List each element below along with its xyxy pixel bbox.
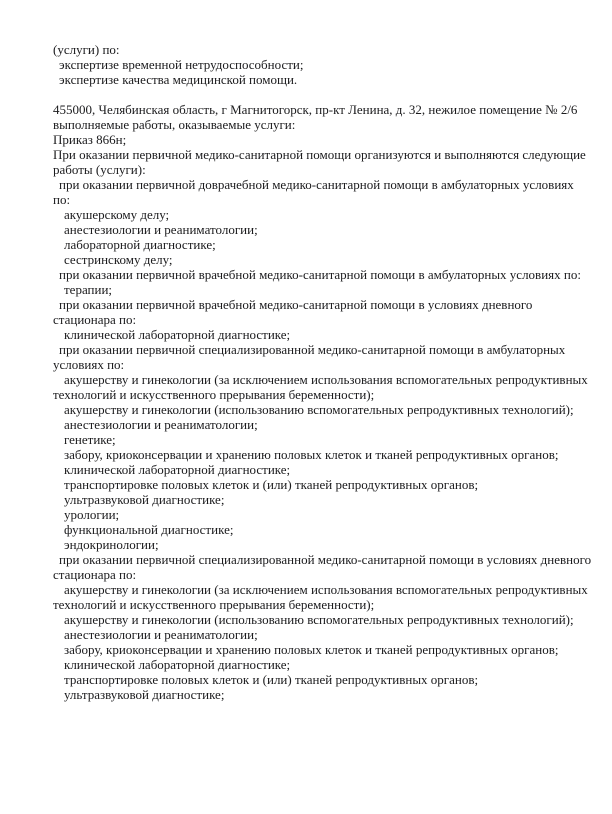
document-line: по: bbox=[53, 192, 71, 207]
document-line: выполняемые работы, оказываемые услуги: bbox=[53, 117, 296, 132]
document-line: технологий и искусственного прерывания беременности); bbox=[53, 387, 375, 402]
document-line: забору, криоконсервации и хранению половых клеток и тканей репродуктивных органов; bbox=[64, 642, 559, 657]
document-line: акушерству и гинекологии (за исключением использования вспомогательных репродуктивных bbox=[64, 372, 588, 387]
document-line: лабораторной диагностике; bbox=[64, 237, 216, 252]
document-line: при оказании первичной специализированной медико-санитарной помощи в условиях дневного bbox=[59, 552, 592, 567]
document-line: стационара по: bbox=[53, 312, 137, 327]
document-line: акушерскому делу; bbox=[64, 207, 170, 222]
document-line: при оказании первичной специализированной медико-санитарной помощи в амбулаторных bbox=[59, 342, 566, 357]
document-line: сестринскому делу; bbox=[64, 252, 173, 267]
document-line: терапии; bbox=[64, 282, 113, 297]
document-line: работы (услуги): bbox=[53, 162, 146, 177]
document-line: урологии; bbox=[64, 507, 120, 522]
document-line: технологий и искусственного прерывания беременности); bbox=[53, 597, 375, 612]
document-line: При оказании первичной медико-санитарной помощи организуются и выполняются следующие bbox=[53, 147, 586, 162]
document-line: экспертизе качества медицинской помощи. bbox=[59, 72, 298, 87]
document-line: анестезиологии и реаниматологии; bbox=[64, 222, 258, 237]
document-line: анестезиологии и реаниматологии; bbox=[64, 627, 258, 642]
document-line: акушерству и гинекологии (использованию вспомогательных репродуктивных технологий); bbox=[64, 612, 574, 627]
document-line: функциональной диагностике; bbox=[64, 522, 234, 537]
document-line: забору, криоконсервации и хранению половых клеток и тканей репродуктивных органов; bbox=[64, 447, 559, 462]
document-line: при оказании первичной врачебной медико-санитарной помощи в амбулаторных условиях по: bbox=[59, 267, 581, 282]
document-line: экспертизе временной нетрудоспособности; bbox=[59, 57, 304, 72]
document-line: акушерству и гинекологии (за исключением использования вспомогательных репродуктивных bbox=[64, 582, 588, 597]
document-line: 455000, Челябинская область, г Магнитогорск, пр-кт Ленина, д. 32, нежилое помещение № 2/6 bbox=[53, 102, 578, 117]
document-line: клинической лабораторной диагностике; bbox=[64, 462, 291, 477]
blank-line bbox=[53, 87, 592, 102]
document-line: ультразвуковой диагностике; bbox=[64, 492, 225, 507]
document-line: транспортировке половых клеток и (или) тканей репродуктивных органов; bbox=[64, 672, 479, 687]
document-line: (услуги) по: bbox=[53, 42, 120, 57]
document-line: ультразвуковой диагностике; bbox=[64, 687, 225, 702]
document-line: при оказании первичной доврачебной медико-санитарной помощи в амбулаторных условиях bbox=[59, 177, 574, 192]
document-line: генетике; bbox=[64, 432, 116, 447]
document-line: акушерству и гинекологии (использованию вспомогательных репродуктивных технологий); bbox=[64, 402, 574, 417]
document-line: анестезиологии и реаниматологии; bbox=[64, 417, 258, 432]
document-line: при оказании первичной врачебной медико-санитарной помощи в условиях дневного bbox=[59, 297, 533, 312]
document-line: клинической лабораторной диагностике; bbox=[64, 327, 291, 342]
document-line: Приказ 866н; bbox=[53, 132, 127, 147]
document-line: стационара по: bbox=[53, 567, 137, 582]
document-line: транспортировке половых клеток и (или) тканей репродуктивных органов; bbox=[64, 477, 479, 492]
document-line: условиях по: bbox=[53, 357, 125, 372]
document-line: эндокринологии; bbox=[64, 537, 159, 552]
document-line: клинической лабораторной диагностике; bbox=[64, 657, 291, 672]
